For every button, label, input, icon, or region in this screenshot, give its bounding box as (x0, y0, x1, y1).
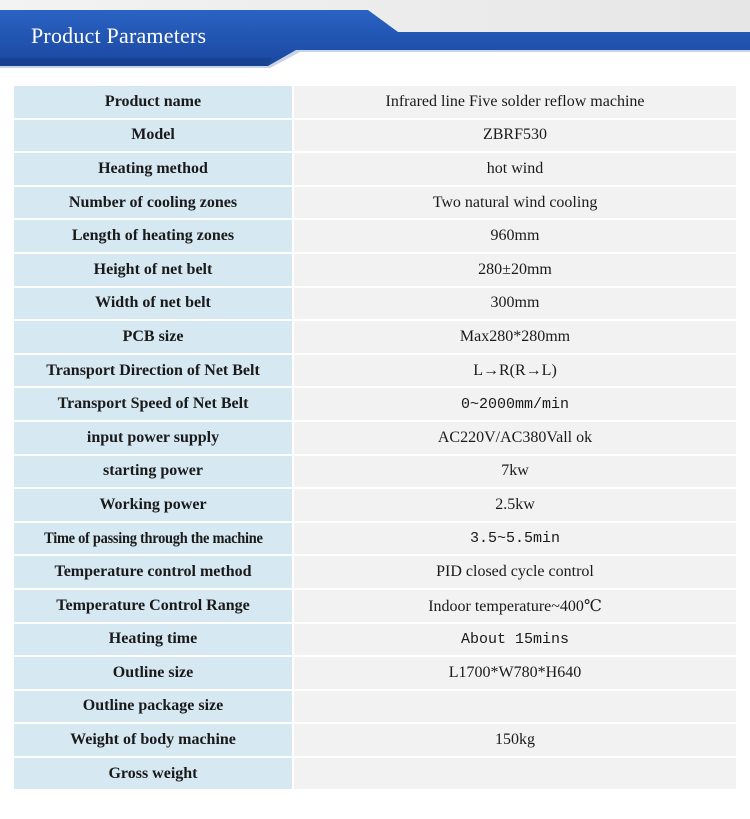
param-value: L1700*W780*H640 (294, 657, 736, 691)
param-label: Transport Speed of Net Belt (14, 388, 294, 422)
table-row (14, 187, 736, 221)
param-value: Two natural wind cooling (294, 187, 736, 221)
param-value: 150kg (294, 724, 736, 758)
table-row (14, 590, 736, 624)
table-row (14, 153, 736, 187)
param-label: Weight of body machine (14, 724, 294, 758)
table-row (14, 523, 736, 557)
param-label: PCB size (14, 321, 294, 355)
parameters-table (14, 86, 736, 791)
table-row (14, 556, 736, 590)
param-value: 2.5kw (294, 489, 736, 523)
param-value (294, 758, 736, 792)
param-value: About 15mins (294, 624, 736, 658)
param-label: Temperature control method (14, 556, 294, 590)
table-row (14, 691, 736, 725)
param-value: 280±20mm (294, 254, 736, 288)
param-value: 3.5~5.5min (294, 523, 736, 557)
param-label: input power supply (14, 422, 294, 456)
param-value: Infrared line Five solder reflow machine (294, 86, 736, 120)
table-row (14, 388, 736, 422)
param-value: 960mm (294, 220, 736, 254)
param-label: Width of net belt (14, 288, 294, 322)
param-label: Model (14, 120, 294, 154)
param-label: Outline size (14, 657, 294, 691)
param-label: Working power (14, 489, 294, 523)
table-row (14, 724, 736, 758)
param-label: Gross weight (14, 758, 294, 792)
param-label (14, 523, 294, 557)
param-value: PID closed cycle control (294, 556, 736, 590)
param-label-text: Time of passing through the machine (43, 529, 263, 547)
section-header (0, 0, 750, 70)
table-row (14, 355, 736, 389)
param-label: Number of cooling zones (14, 187, 294, 221)
table-row (14, 120, 736, 154)
table-row (14, 489, 736, 523)
table-row (14, 422, 736, 456)
param-label: Outline package size (14, 691, 294, 725)
page-title: Product Parameters (31, 23, 207, 48)
param-label: Transport Direction of Net Belt (14, 355, 294, 389)
param-value: ZBRF530 (294, 120, 736, 154)
param-value (294, 691, 736, 725)
param-value: 300mm (294, 288, 736, 322)
table-row (14, 456, 736, 490)
param-value: L→R(R→L) (294, 355, 736, 389)
param-label: Length of heating zones (14, 220, 294, 254)
param-value: 0~2000mm/min (294, 388, 736, 422)
param-label: starting power (14, 456, 294, 490)
table-row (14, 254, 736, 288)
table-row (14, 657, 736, 691)
param-label: Temperature Control Range (14, 590, 294, 624)
param-label: Product name (14, 86, 294, 120)
table-row (14, 758, 736, 792)
param-label: Heating time (14, 624, 294, 658)
table-row (14, 220, 736, 254)
param-value: Indoor temperature~400℃ (294, 590, 736, 624)
table-row (14, 86, 736, 120)
param-value: hot wind (294, 153, 736, 187)
param-value: AC220V/AC380Vall ok (294, 422, 736, 456)
table-row (14, 321, 736, 355)
param-label: Height of net belt (14, 254, 294, 288)
table-row (14, 288, 736, 322)
param-value: 7kw (294, 456, 736, 490)
param-value: Max280*280mm (294, 321, 736, 355)
table-row (14, 624, 736, 658)
param-label: Heating method (14, 153, 294, 187)
